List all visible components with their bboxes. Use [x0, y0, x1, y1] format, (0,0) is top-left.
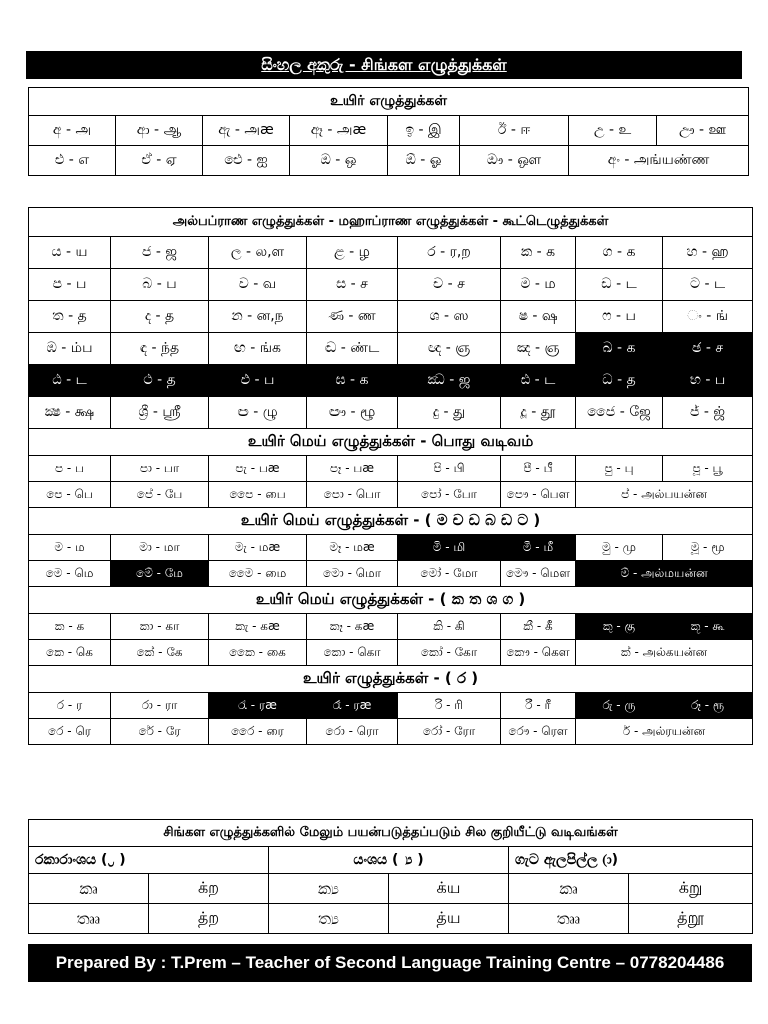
- syllable-cell: මෝ - மோ: [398, 561, 501, 587]
- special-form-cell: த்றூ: [629, 904, 753, 934]
- syllable-cell: පැ - பæ: [209, 456, 307, 482]
- consonant-cell: ත - த: [29, 301, 111, 333]
- syllable-cell: මෑ - மæ: [307, 535, 398, 561]
- consonant-cell: ද - த: [111, 301, 209, 333]
- consonant-cell: ඛ - க: [576, 333, 663, 365]
- special-form-cell: ක්‍රු: [29, 874, 149, 904]
- consonant-cell: ඤ - ஞ: [501, 333, 576, 365]
- table-row: [29, 456, 753, 482]
- special-form-cell: த்ற: [149, 904, 269, 934]
- syllable-cell: රෙ - ரெ: [29, 719, 111, 745]
- section-header: உயிர் மெய் எழுத்துக்கள் - பொது வடிவம்: [29, 429, 753, 456]
- table-row: [29, 333, 753, 365]
- consonant-cell: ළ - ழ: [307, 237, 398, 269]
- syllable-cell: කෛ - கை: [209, 640, 307, 666]
- consonant-cell: ම - ம: [501, 269, 576, 301]
- vowel-cell: ඒ - ஏ: [116, 146, 203, 176]
- table-row: [29, 561, 753, 587]
- consonants-table: [28, 207, 753, 745]
- special-form-cell: க்ற: [149, 874, 269, 904]
- special-forms-header: சிங்கள எழுத்துக்களில் மேலும் பயன்படுத்தப்படும் சில குறியீட்டு வடிவங்கள்: [29, 820, 753, 847]
- consonant-cell: ං - ங்: [663, 301, 753, 333]
- vowel-cell: ඉ - இ: [388, 116, 460, 146]
- syllable-cell: පා - பா: [111, 456, 209, 482]
- syllable-cell: මි - மி: [398, 535, 501, 561]
- table-row: [29, 482, 753, 508]
- syllable-cell: කෙ - கெ: [29, 640, 111, 666]
- syllable-cell: රූ - ரூ: [663, 693, 753, 719]
- table-row: [29, 535, 753, 561]
- syllable-cell: පූ - பூ: [663, 456, 753, 482]
- syllable-cell: ර් - அல்ரயன்ன: [576, 719, 753, 745]
- consonant-cell: ඨ - ட: [29, 365, 111, 397]
- consonant-cell: ණ - ண: [307, 301, 398, 333]
- consonant-cell: ව - வ: [209, 269, 307, 301]
- syllable-cell: පෙ - பெ: [29, 482, 111, 508]
- syllable-cell: ම් - அல்மயன்ன: [576, 561, 753, 587]
- syllable-cell: කෝ - கோ: [398, 640, 501, 666]
- syllable-cell: මී - மீ: [501, 535, 576, 561]
- special-form-cell: ක්‍ය: [269, 874, 389, 904]
- syllable-cell: රෝ - ரோ: [398, 719, 501, 745]
- consonant-cell: ඏ - ழு: [209, 397, 307, 429]
- consonant-cell: න - ன,ந: [209, 301, 307, 333]
- syllable-cell: මො - மொ: [307, 561, 398, 587]
- special-form-cell: කෘ: [509, 874, 629, 904]
- table-row: [29, 640, 753, 666]
- subheader-yanshaya: යංශය ( ‍්‍ය ): [269, 847, 509, 874]
- syllable-cell: ක් - அல்கயன்ன: [576, 640, 753, 666]
- table-row: [29, 904, 753, 934]
- consonant-cell: ට - ட: [663, 269, 753, 301]
- syllable-cell: පෑ - பæ: [307, 456, 398, 482]
- table-row: [29, 614, 753, 640]
- consonant-cell: ර - ர,ற: [398, 237, 501, 269]
- table-row: [29, 847, 753, 874]
- syllable-cell: රි - ரி: [398, 693, 501, 719]
- table-row: [29, 719, 753, 745]
- footer-credit: Prepared By : T.Prem – Teacher of Second Language Training Centre – 0778204486: [28, 944, 752, 982]
- page-title-text: සිංහල අකුරු - சிங்கள எழுத்துக்கள்: [261, 55, 507, 74]
- vowel-cell: ඖ - ஔ: [460, 146, 569, 176]
- syllable-cell: මෙ - மெ: [29, 561, 111, 587]
- syllable-cell: පො - பொ: [307, 482, 398, 508]
- consonant-cell: ජෛ - ஜே: [576, 397, 663, 429]
- syllable-cell: රෛ - ரை: [209, 719, 307, 745]
- special-form-cell: ත්‍රූ: [29, 904, 149, 934]
- consonants-table-header: அல்பப்ராண எழுத்துக்கள் - மஹாப்ராண எழுத்துக்கள் - கூட்டெழுத்துக்கள்: [29, 208, 753, 237]
- syllable-cell: කු - கு: [576, 614, 663, 640]
- syllable-cell: කා - கா: [111, 614, 209, 640]
- special-form-cell: ත්‍ය: [269, 904, 389, 934]
- consonant-cell: ප - ப: [29, 269, 111, 301]
- vowel-cell: ආ - ஆ: [116, 116, 203, 146]
- consonant-cell: ඣ - ஜ: [398, 365, 501, 397]
- syllable-cell: මූ - மூ: [663, 535, 753, 561]
- syllable-cell: මෛ - மை: [209, 561, 307, 587]
- syllable-cell: මැ - மæ: [209, 535, 307, 561]
- special-form-cell: තෲ: [509, 904, 629, 934]
- section-header: உயிர் மெய் எழுத்துக்கள் - ( ක ත ශ ග ): [29, 587, 753, 614]
- vowel-cell: අ - அ: [29, 116, 116, 146]
- consonant-cell: ඩ - ட: [576, 269, 663, 301]
- consonant-cell: ච - ச: [398, 269, 501, 301]
- consonant-cell: ස - ச: [307, 269, 398, 301]
- vowels-table-header: உயிர் எழுத்துக்கள்: [29, 88, 749, 116]
- syllable-cell: කූ - கூ: [663, 614, 753, 640]
- syllable-cell: රී - ரீ: [501, 693, 576, 719]
- consonant-cell: ශ්‍රී - ஸ்ரீ: [111, 397, 209, 429]
- vowel-cell: එ - எ: [29, 146, 116, 176]
- consonant-cell: දූ - தூ: [501, 397, 576, 429]
- consonant-cell: ඝ - க: [307, 365, 398, 397]
- consonant-cell: ක්‍ෂ - க்ஷ: [29, 397, 111, 429]
- syllable-cell: රැ - ரæ: [209, 693, 307, 719]
- syllable-cell: පෞ - பௌ: [501, 482, 576, 508]
- syllable-cell: පෛ - பை: [209, 482, 307, 508]
- syllable-cell: කේ - கே: [111, 640, 209, 666]
- table-row: [29, 397, 753, 429]
- table-row: [29, 237, 753, 269]
- special-forms-table: [28, 819, 753, 934]
- consonant-cell: ධ - த: [576, 365, 663, 397]
- syllable-cell: ක - க: [29, 614, 111, 640]
- syllable-cell: රා - ரா: [111, 693, 209, 719]
- subheader-rakaranshaya: රකාරාංශය ( ‍්‍ර ): [29, 847, 269, 874]
- syllable-cell: කී - கீ: [501, 614, 576, 640]
- syllable-cell: ප - ப: [29, 456, 111, 482]
- table-row: [29, 269, 753, 301]
- consonant-cell: ඟ - ங்க: [209, 333, 307, 365]
- vowels-table: [28, 87, 749, 176]
- table-row: [29, 116, 749, 146]
- table-row: [29, 365, 753, 397]
- table-row: [29, 693, 753, 719]
- consonant-cell: භ - ப: [663, 365, 753, 397]
- special-form-cell: க்று: [629, 874, 753, 904]
- table-row: [29, 301, 753, 333]
- syllable-cell: කැ - கæ: [209, 614, 307, 640]
- consonant-cell: ය - ய: [29, 237, 111, 269]
- syllable-cell: පේ - பே: [111, 482, 209, 508]
- syllable-cell: ර - ர: [29, 693, 111, 719]
- syllable-cell: මු - மு: [576, 535, 663, 561]
- syllable-cell: පී - பீ: [501, 456, 576, 482]
- syllable-cell: රො - ரொ: [307, 719, 398, 745]
- page-title: [26, 51, 742, 79]
- syllable-cell: මා - மா: [111, 535, 209, 561]
- syllable-cell: මෞ - மௌ: [501, 561, 576, 587]
- consonant-cell: ෂ - ஷ: [501, 301, 576, 333]
- consonant-cell: දු - து: [398, 397, 501, 429]
- syllable-cell: කෑ - கæ: [307, 614, 398, 640]
- syllable-cell: පෝ - போ: [398, 482, 501, 508]
- syllable-cell: ප් - அல்பயன்ன: [576, 482, 753, 508]
- consonant-cell: ඐ - ழூ: [307, 397, 398, 429]
- special-form-cell: க்ய: [389, 874, 509, 904]
- consonant-cell: ඵ - ப: [209, 365, 307, 397]
- syllable-cell: කි - கி: [398, 614, 501, 640]
- vowel-cell: ඈ - அæ: [290, 116, 388, 146]
- syllable-cell: කෞ - கௌ: [501, 640, 576, 666]
- consonant-cell: බ - ப: [111, 269, 209, 301]
- special-form-cell: த்ய: [389, 904, 509, 934]
- consonant-cell: ල - ல,ள: [209, 237, 307, 269]
- consonant-cell: ඬ - ண்ட: [307, 333, 398, 365]
- consonant-cell: ග - க: [576, 237, 663, 269]
- consonant-cell: ජ - ஜ: [111, 237, 209, 269]
- consonant-cell: ඪ - ட: [501, 365, 576, 397]
- vowel-cell: ඔ - ஒ: [290, 146, 388, 176]
- syllable-cell: රෑ - ரæ: [307, 693, 398, 719]
- vowel-cell: අං - அங்யண்ண: [569, 146, 749, 176]
- syllable-cell: කො - கொ: [307, 640, 398, 666]
- syllable-cell: මේ - மே: [111, 561, 209, 587]
- syllable-cell: පු - பு: [576, 456, 663, 482]
- table-row: [29, 874, 753, 904]
- consonant-grid: [29, 237, 753, 429]
- consonant-cell: ජ් - ஜ்: [663, 397, 753, 429]
- section-header: உயிர் எழுத்துக்கள் - ( ර ): [29, 666, 753, 693]
- vowel-cell: ඌ - ஊ: [657, 116, 749, 146]
- syllable-cell: රෞ - ரௌ: [501, 719, 576, 745]
- consonant-cell: ඹ - ம்ப: [29, 333, 111, 365]
- vowel-cell: ඓ - ஐ: [203, 146, 290, 176]
- consonant-cell: ක - க: [501, 237, 576, 269]
- syllable-cell: රේ - ரே: [111, 719, 209, 745]
- section-header: உயிர் மெய் எழுத்துக்கள் - ( ම ච ඩ බ ඩ ට ): [29, 508, 753, 535]
- consonant-cell: ඳ - ந்த: [111, 333, 209, 365]
- consonant-cell: ෆ - ப: [576, 301, 663, 333]
- consonant-cell: ශ - ஸ: [398, 301, 501, 333]
- consonant-cell: ඥ - ஞ: [398, 333, 501, 365]
- vowel-cell: උ - உ: [569, 116, 657, 146]
- vowel-cell: ඊ - ஈ: [460, 116, 569, 146]
- vowel-cell: ඕ - ஓ: [388, 146, 460, 176]
- subheader-geta-alapilla: ගැට ඇලපිල්ල (ා): [509, 847, 753, 874]
- syllable-cell: පි - பி: [398, 456, 501, 482]
- table-row: [29, 146, 749, 176]
- syllable-cell: ම - ம: [29, 535, 111, 561]
- vowel-cell: ඇ - அæ: [203, 116, 290, 146]
- consonant-cell: හ - ஹ: [663, 237, 753, 269]
- syllable-cell: රු - ரு: [576, 693, 663, 719]
- consonant-cell: ථ - த: [111, 365, 209, 397]
- consonant-cell: ඡ - ச: [663, 333, 753, 365]
